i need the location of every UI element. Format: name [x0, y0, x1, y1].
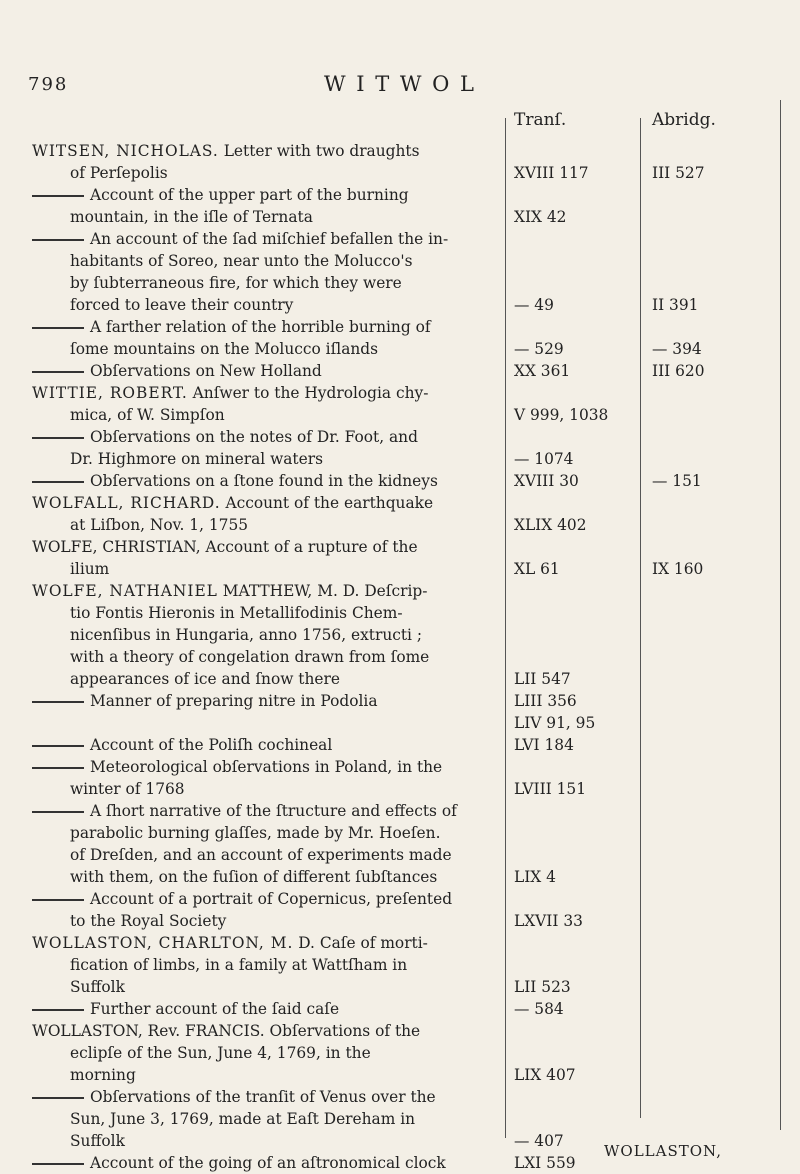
transactions-reference: LIII 356 — [514, 692, 577, 710]
abridgment-reference: IX 160 — [652, 560, 704, 578]
entry-line: Suffolk — [70, 1132, 125, 1150]
ditto-dash — [32, 371, 84, 373]
ditto-dash — [32, 1009, 84, 1011]
index-entry — [32, 1152, 502, 1174]
ditto-dash — [32, 239, 84, 241]
running-title: W I T W O L — [323, 72, 476, 96]
author-name: WOLFE, NATHANIEL — [32, 582, 218, 600]
abridgment-reference: III 620 — [652, 362, 705, 380]
transactions-reference: — 1074 — [514, 450, 574, 468]
author-name: WOLLASTON, CHARLTON, M. — [32, 934, 294, 952]
entry-text: Account of the earthquake — [220, 494, 434, 512]
entry-text: Account of a portrait of Copernicus, preſented — [90, 890, 453, 908]
entry-line: with a theory of congelation drawn from ſome — [70, 648, 430, 666]
index-entry — [32, 734, 502, 756]
transactions-reference: LXVII 33 — [514, 912, 583, 930]
entry-text: Account of the going of an aſtronomical clock — [90, 1154, 446, 1172]
ditto-dash — [32, 1163, 84, 1165]
entry-line: tio Fontis Hieronis in Metallifodinis Chem- — [70, 604, 403, 622]
entry-line: to the Royal Society — [70, 912, 227, 930]
entry-line — [32, 360, 502, 382]
transactions-reference: — 584 — [514, 1000, 564, 1018]
entry-text: Manner of preparing nitre in Podolia — [90, 692, 378, 710]
ditto-dash — [32, 745, 84, 747]
column-rule — [640, 118, 641, 1118]
index-entry — [32, 184, 502, 228]
entry-line — [32, 426, 502, 448]
entry-text: Account of the upper part of the burning — [90, 186, 409, 204]
entry-line — [32, 1152, 502, 1174]
entry-line — [32, 888, 502, 910]
transactions-reference: XVIII 30 — [514, 472, 579, 490]
entry-text: An account of the ſad miſchief befallen the in- — [90, 230, 449, 248]
abridgment-reference: — 394 — [652, 340, 702, 358]
transactions-reference: LIX 407 — [514, 1066, 576, 1084]
author-name: WOLFALL, RICHARD. — [32, 494, 221, 512]
entry-line: mountain, in the iſle of Ternata — [70, 208, 313, 226]
transactions-reference: LXI 559 — [514, 1154, 576, 1172]
entry-text: Anſwer to the Hydrologia chy- — [187, 384, 429, 402]
transactions-reference: LII 547 — [514, 670, 571, 688]
transactions-reference: LVIII 151 — [514, 780, 587, 798]
entry-text: Meteorological obſervations in Poland, in the — [90, 758, 443, 776]
transactions-reference: XVIII 117 — [514, 164, 589, 182]
entry-line — [32, 228, 502, 250]
entry-line: nicenſibus in Hungaria, anno 1756, extructi ; — [70, 626, 423, 644]
entry-line: ſome mountains on the Molucco iſlands — [70, 340, 379, 358]
entry-line: fication of limbs, in a family at Wattſham in — [70, 956, 408, 974]
index-entry — [32, 932, 502, 998]
transactions-reference: XIX 42 — [514, 208, 567, 226]
entry-line — [32, 690, 502, 712]
entry-line — [32, 316, 502, 338]
entry-text: Account of the Poliſh cochineal — [90, 736, 333, 754]
transactions-reference: XL 61 — [514, 560, 560, 578]
index-entry — [32, 1020, 502, 1086]
transactions-reference: LVI 184 — [514, 736, 574, 754]
index-entry — [32, 580, 502, 690]
abridgment-reference: — 151 — [652, 472, 702, 490]
entry-line: WOLLASTON, Rev. FRANCIS. Obſervations of the — [32, 1022, 421, 1040]
column-rule — [780, 100, 781, 1130]
transactions-reference: V 999, 1038 — [514, 406, 609, 424]
entry-line: morning — [70, 1066, 136, 1084]
entry-line: of Dreſden, and an account of experiments made — [70, 846, 452, 864]
author-name: WITSEN, NICHOLAS. — [32, 142, 219, 160]
entry-line: habitants of Soreo, near unto the Molucco's — [70, 252, 413, 270]
index-entry — [32, 426, 502, 470]
entry-line — [32, 756, 502, 778]
entry-text: Obſervations on New Holland — [90, 362, 322, 380]
entry-line: parabolic burning glaſſes, made by Mr. Hoeſen. — [70, 824, 441, 842]
entry-line: Sun, June 3, 1769, made at Eaſt Dereham in — [70, 1110, 416, 1128]
entry-line: forced to leave their country — [70, 296, 294, 314]
ditto-dash — [32, 899, 84, 901]
ditto-dash — [32, 195, 84, 197]
entry-line — [32, 932, 502, 954]
transactions-reference: LIV 91, 95 — [514, 714, 596, 732]
abridgment-reference: II 391 — [652, 296, 699, 314]
page-header — [28, 66, 772, 102]
index-entry — [32, 756, 502, 800]
index-entry — [32, 470, 502, 492]
index-entry — [32, 316, 502, 360]
ditto-dash — [32, 767, 84, 769]
entry-line: WOLFE, CHRISTIAN, Account of a rupture of the — [32, 538, 418, 556]
transactions-reference: XX 361 — [514, 362, 571, 380]
entry-line — [32, 492, 502, 514]
entry-text: Obſervations on a ſtone found in the kidneys — [90, 472, 438, 490]
entry-line — [32, 734, 502, 756]
index-entry — [32, 1086, 502, 1152]
entry-line — [32, 140, 502, 162]
column-rule — [505, 118, 506, 1138]
entry-line — [32, 184, 502, 206]
entry-text: A farther relation of the horrible burning of — [90, 318, 431, 336]
entry-line — [32, 382, 502, 404]
index-entry — [32, 140, 502, 184]
transactions-reference: — 529 — [514, 340, 564, 358]
index-entry — [32, 888, 502, 932]
entry-line: of Perſepolis — [70, 164, 168, 182]
entry-line — [32, 800, 502, 822]
index-entry — [32, 360, 502, 382]
entry-line — [32, 470, 502, 492]
abridgment-reference: III 527 — [652, 164, 705, 182]
entry-text: Obſervations of the tranſit of Venus over the — [90, 1088, 436, 1106]
index-entry — [32, 536, 502, 580]
ditto-dash — [32, 437, 84, 439]
index-entry — [32, 382, 502, 426]
entry-line: winter of 1768 — [70, 780, 185, 798]
entry-text: A ſhort narrative of the ſtructure and effects of — [90, 802, 457, 820]
entry-line — [32, 1086, 502, 1108]
entry-line: with them, on the fuſion of different ſubſtances — [70, 868, 438, 886]
entry-line: at Liſbon, Nov. 1, 1755 — [70, 516, 249, 534]
entry-line: appearances of ice and ſnow there — [70, 670, 340, 688]
entry-text: Letter with two draughts — [218, 142, 420, 160]
catchword: WOLLASTON, — [604, 1142, 722, 1160]
entry-line: by ſubterraneous fire, for which they were — [70, 274, 402, 292]
ditto-dash — [32, 1097, 84, 1099]
entry-line: ilium — [70, 560, 110, 578]
transactions-reference: XLIX 402 — [514, 516, 587, 534]
transactions-reference: — 49 — [514, 296, 554, 314]
index-entry — [32, 492, 502, 536]
author-name: WITTIE, ROBERT. — [32, 384, 188, 402]
entry-text: Obſervations on the notes of Dr. Foot, and — [90, 428, 418, 446]
transactions-reference: LIX 4 — [514, 868, 556, 886]
entry-line — [32, 580, 502, 602]
column-header-abridgment: Abridg. — [652, 110, 716, 130]
ditto-dash — [32, 327, 84, 329]
transactions-reference: LII 523 — [514, 978, 571, 996]
page-number: 798 — [28, 74, 69, 95]
entry-text: Further account of the ſaid caſe — [90, 1000, 340, 1018]
entry-text: D. Caſe of morti- — [293, 934, 428, 952]
index-entry — [32, 998, 502, 1020]
entry-line: eclipſe of the Sun, June 4, 1769, in the — [70, 1044, 371, 1062]
entry-line: Dr. Highmore on mineral waters — [70, 450, 323, 468]
entry-line: mica, of W. Simpſon — [70, 406, 225, 424]
entry-line — [32, 998, 502, 1020]
ditto-dash — [32, 811, 84, 813]
entry-text: MATTHEW, M. D. Deſcrip- — [217, 582, 428, 600]
ditto-dash — [32, 701, 84, 703]
index-entry — [32, 228, 502, 316]
index-entry — [32, 690, 502, 712]
ditto-dash — [32, 481, 84, 483]
index-entry — [32, 800, 502, 888]
entry-line: Suffolk — [70, 978, 125, 996]
column-header-transactions: Tranſ. — [514, 110, 567, 130]
transactions-reference: — 407 — [514, 1132, 564, 1150]
